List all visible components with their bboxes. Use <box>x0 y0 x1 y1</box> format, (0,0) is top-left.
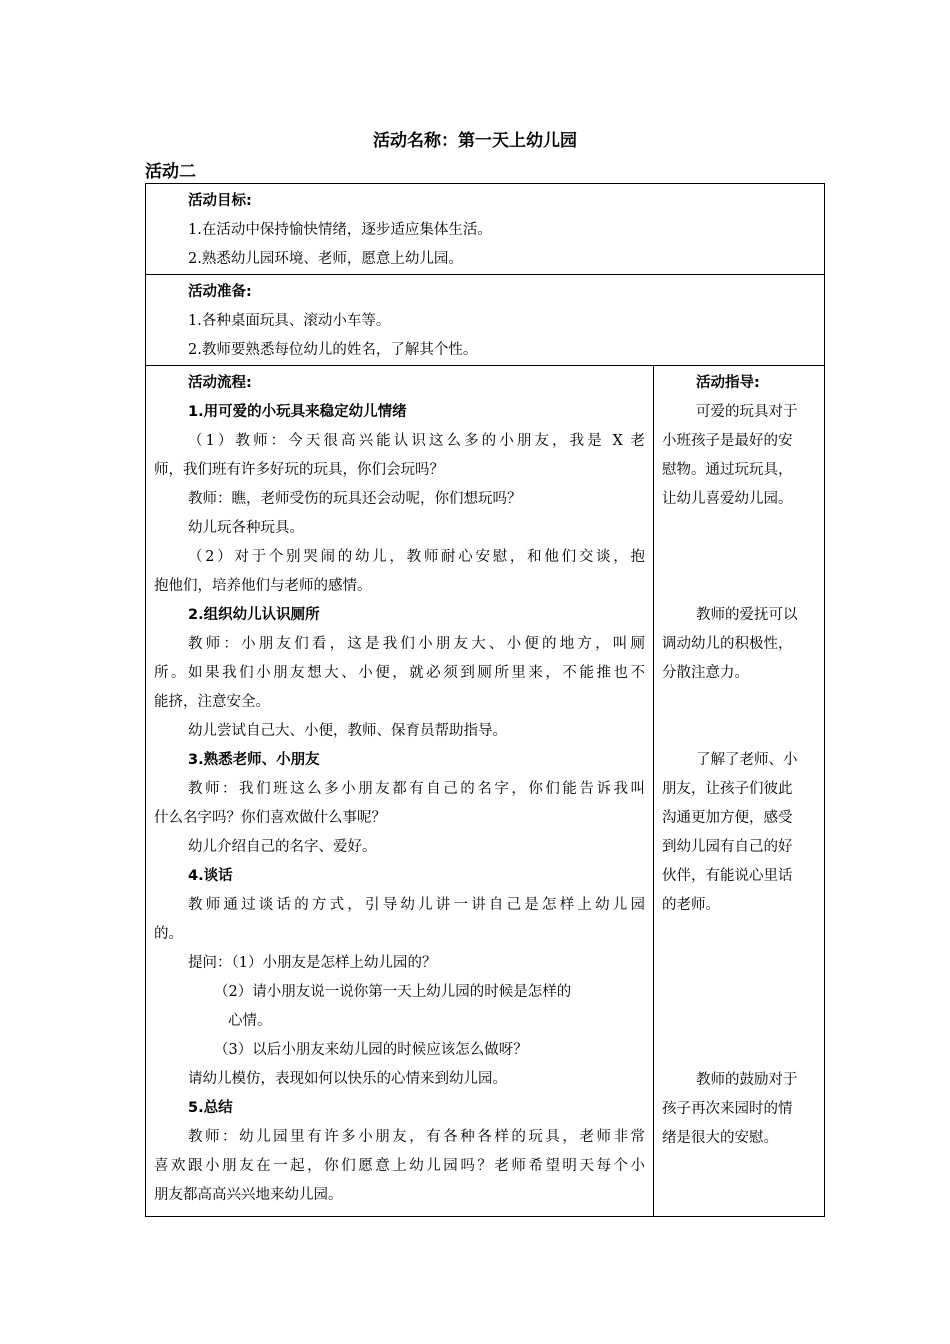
guidance-line: 朋友，让孩子们彼此 <box>662 781 793 797</box>
guidance-line: 了解了老师、小 <box>696 752 798 768</box>
guidance-line: 绪是很大的安慰。 <box>662 1130 778 1146</box>
guidance-line: 沟通更加方便，感受 <box>662 810 793 826</box>
guidance-line: 的老师。 <box>662 897 720 913</box>
guidance-line: 让幼儿喜爱幼儿园。 <box>662 491 793 507</box>
process-section <box>146 366 824 1216</box>
goal-item: 2.熟悉幼儿园环境、老师，愿意上幼儿园。 <box>188 251 463 267</box>
guidance-block <box>662 398 818 514</box>
process-line: 抱他们，培养他们与老师的感情。 <box>154 578 372 594</box>
prep-item: 1.各种桌面玩具、滚动小车等。 <box>188 313 391 329</box>
guidance-line: 孩子再次来园时的情 <box>662 1101 793 1117</box>
guidance-line: 慰物。通过玩玩具， <box>662 462 793 478</box>
prep-heading: 活动准备: <box>188 284 252 300</box>
activity-subtitle: 活动二 <box>145 162 196 182</box>
process-line: 教师通过谈话的方式，引导幼儿讲一讲自己是怎样上幼儿园 <box>188 897 645 913</box>
process-line: 所。如果我们小朋友想大、小便，就必须到厕所里来，不能推也不 <box>154 665 645 681</box>
step-heading: 2.组织幼儿认识厕所 <box>188 607 320 623</box>
guidance-heading: 活动指导: <box>696 375 760 391</box>
step-heading: 3.熟悉老师、小朋友 <box>188 752 320 768</box>
process-line: 幼儿尝试自己大、小便，教师、保育员帮助指导。 <box>188 723 507 739</box>
activity-table <box>145 183 825 1217</box>
guidance-column <box>654 366 824 1216</box>
process-line: 能挤，注意安全。 <box>154 694 270 710</box>
prep-section <box>146 275 824 366</box>
guidance-line: 伙伴，有能说心里话 <box>662 868 793 884</box>
process-line: 喜欢跟小朋友在一起，你们愿意上幼儿园吗？老师希望明天每个小 <box>154 1158 645 1174</box>
goals-section <box>146 184 824 275</box>
process-line: 教师：我们班这么多小朋友都有自己的名字，你们能告诉我叫 <box>188 781 645 797</box>
process-heading: 活动流程: <box>188 375 252 391</box>
step-heading: 4.谈话 <box>188 868 233 884</box>
process-line: 请幼儿模仿，表现如何以快乐的心情来到幼儿园。 <box>188 1071 507 1087</box>
goals-heading: 活动目标: <box>188 193 252 209</box>
guidance-line: 到幼儿园有自己的好 <box>662 839 793 855</box>
prep-item: 2.教师要熟悉每位幼儿的姓名，了解其个性。 <box>188 342 478 358</box>
guidance-block <box>662 746 818 920</box>
process-line: 提问：（1）小朋友是怎样上幼儿园的？ <box>188 955 437 971</box>
process-line: 心情。 <box>228 1013 272 1029</box>
guidance-block <box>662 601 818 688</box>
guidance-line: 分散注意力。 <box>662 665 749 681</box>
process-line: 教师：小朋友们看，这是我们小朋友大、小便的地方，叫厕 <box>188 636 645 652</box>
process-line: （2）对于个别哭闹的幼儿，教师耐心安慰，和他们交谈，抱 <box>188 549 645 565</box>
guidance-line: 可爱的玩具对于 <box>696 404 798 420</box>
process-column <box>146 366 654 1216</box>
process-line: 什么名字吗？你们喜欢做什么事呢？ <box>154 810 386 826</box>
process-line: （1）教师：今天很高兴能认识这么多的小朋友，我是 X 老 <box>188 433 645 449</box>
guidance-line: 教师的爱抚可以 <box>696 607 798 623</box>
guidance-block <box>662 1066 818 1153</box>
process-line: （3）以后小朋友来幼儿园的时候应该怎么做呀？ <box>214 1042 528 1058</box>
process-line: 朋友都高高兴兴地来幼儿园。 <box>154 1187 343 1203</box>
page-title: 活动名称：第一天上幼儿园 <box>373 131 577 151</box>
guidance-line: 小班孩子是最好的安 <box>662 433 793 449</box>
process-line: 幼儿玩各种玩具。 <box>188 520 304 536</box>
process-line: 幼儿介绍自己的名字、爱好。 <box>188 839 377 855</box>
process-line: （2）请小朋友说一说你第一天上幼儿园的时候是怎样的 <box>214 984 572 1000</box>
step-heading: 5.总结 <box>188 1100 233 1116</box>
process-line: 教师：幼儿园里有许多小朋友，有各种各样的玩具，老师非常 <box>188 1129 645 1145</box>
step-heading: 1.用可爱的小玩具来稳定幼儿情绪 <box>188 404 407 420</box>
process-line: 师，我们班有许多好玩的玩具，你们会玩吗？ <box>154 462 444 478</box>
process-line: 教师：瞧，老师受伤的玩具还会动呢，你们想玩吗？ <box>188 491 522 507</box>
process-line: 的。 <box>154 926 183 942</box>
guidance-line: 调动幼儿的积极性， <box>662 636 793 652</box>
goal-item: 1.在活动中保持愉快情绪，逐步适应集体生活。 <box>188 222 492 238</box>
guidance-line: 教师的鼓励对于 <box>696 1072 798 1088</box>
